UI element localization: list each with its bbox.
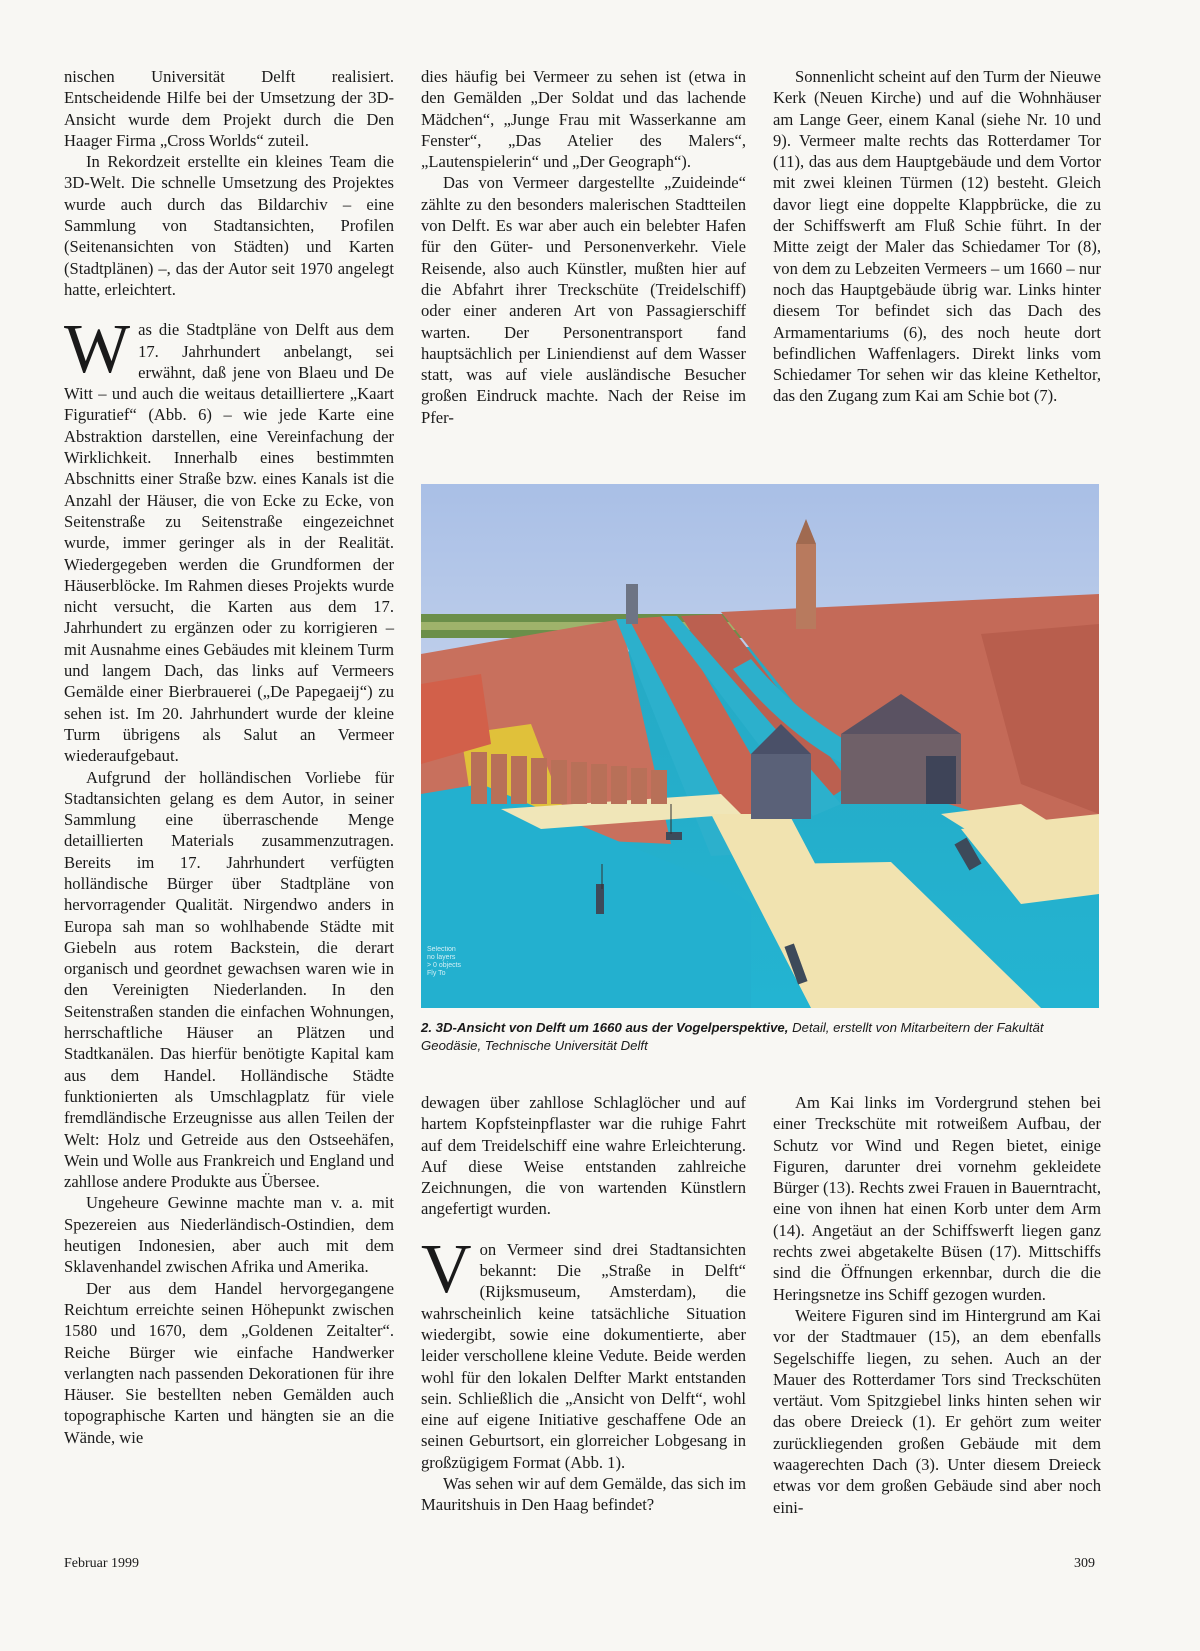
- paragraph: Weitere Figuren sind im Hintergrund am Kai vor der Stadtmauer (15), an dem ebenfalls Segelschiffe liegen, zu sehen. Auch an der Mauer des Rotterdamer Tors sind Treckschüten vertäut. Vom Spitzgiebel links hinten sehen wir das obere Dreieck (1). Er gehört zum weiter zurückliegenden großen Gebäude mit dem waagerechten Dach (3). Unter diesem Dreieck etwas vor dem großen Gebäude sind aber noch eini-: [773, 1305, 1101, 1517]
- text-column-1: [64, 66, 394, 1448]
- paragraph: In Rekordzeit erstellte ein kleines Team die 3D-Welt. Die schnelle Umsetzung des Projektes wurde auch durch das Bildarchiv – eine Sammlung von Stadtansichten, Profilen (Seitenansichten von Städten) und Karten (Stadtplänen) –, das der Autor seit 1970 angelegt hatte, erleichtert.: [64, 152, 394, 299]
- paragraph: Sonnenlicht scheint auf den Turm der Nieuwe Kerk (Neuen Kirche) und auf die Wohnhäuser am Lange Geer, einem Kanal (siehe Nr. 10 und 9). Vermeer malte rechts das Rotterdamer Tor (11), das aus dem Hauptgebäude und dem Vortor mit zwei kleinen Türmen (12) besteht. Gleich davor liegt eine doppelte Klappbrücke, die zu der Schiffswerft am Fluß Schie führt. In der Mitte zeigt der Maler das Schiedamer Tor (8), von dem zu Lebzeiten Vermeers – um 1660 – nur noch das Hauptgebäude übrig war. Links hinter diesem Tor befindet sich das Dach des Armamentariums (6), des noch heute dort befindlichen Waffenlagers. Direkt links vom Schiedamer Tor sehen wir das kleine Ketheltor, das den Zugang zum Kai am Schie bot (7).: [773, 67, 1101, 406]
- text-column-3-top: [773, 66, 1101, 407]
- text-column-2-bottom: [421, 1092, 746, 1516]
- paragraph: Das von Vermeer dargestellte „Zuideinde“ zählte zu den besonders malerischen Stadtteilen von Delft. Es war aber auch ein belebter Hafen für den Güter- und Personenverkehr. Viele Reisende, also auch Künstler, mußten hier auf die Abfahrt ihrer Treckschüte (Treidelschiff) oder einer anderen Art von Passagierschiff warten. Der Personentransport fand hauptsächlich per Liniendienst auf dem Wasser statt, was auf viele ausländische Besucher großen Eindruck machte. Nach der Reise im Pfer-: [421, 173, 746, 427]
- drop-cap: W: [64, 311, 131, 389]
- paragraph-text: as die Stadtpläne von Delft aus dem 17. Jahrhundert anbelangt, sei erwähnt, daß jene von Blaeu und De Witt – und auch die weitaus detailliertere „Kaart Figuratief“ (Abb. 6) – wie jede Karte eine Abstraktion darstellen, eine Vereinfachung der Wirklichkeit. Innerhalb eines bestimmten Abschnitts einer Straße bzw. eines Kanals ist die Anzahl der Häuser, die von Ecke zu Ecke, von Seitenstraße zu Seitenstraße eingezeichnet wurde, immer geringer als in der Realität. Wiedergegeben werden die Grundformen der Häuserblöcke. Im Rahmen dieses Projekts wurde nicht versucht, die Karten aus dem 17. Jahrhundert zu ergänzen oder zu korrigieren – mit Ausnahme eines Gebäudes mit kleinem Turm und langem Dach, das links auf Vermeers Gemälde einer Bierbrauerei („De Papegaeij“) zu sehen ist. Im 20. Jahrhundert wurde der kleine Turm übrigens als Salut an Vermeer wiederaufgebaut.: [64, 320, 394, 766]
- page-number: 309: [1074, 1556, 1095, 1571]
- paragraph: Was sehen wir auf dem Gemälde, das sich im Mauritshuis in Den Haag befindet?: [421, 1474, 746, 1515]
- paragraph: dewagen über zahllose Schlaglöcher und auf hartem Kopfsteinpflaster war die ruhige Fahrt auf dem Treidelschiff eine wahre Erleichterung. Auf diese Weise entstanden zahlreiche Zeichnungen, die von wartenden Künstlern angefertigt wurden.: [421, 1093, 746, 1219]
- caption-title: 2. 3D-Ansicht von Delft um 1660 aus der Vogelperspektive,: [421, 1020, 789, 1035]
- paragraph: [64, 311, 394, 766]
- issue-date: Februar 1999: [64, 1556, 140, 1571]
- caption-text: Detail, erstellt von Mitarbeitern der Fakultät Geodäsie, Technische Universität Delft: [421, 1020, 1044, 1053]
- viewer-overlay-text: Selection no layers > 0 objects Fly To: [427, 946, 462, 977]
- paragraph: dies häufig bei Vermeer zu sehen ist (etwa in den Gemälden „Der Soldat und das lachende Mädchen“, „Junge Frau mit Wasserkanne am Fenster“, „Das Atelier des Malers“, „Lautenspielerin“ und „Der Geograph“).: [421, 67, 746, 172]
- paragraph: Aufgrund der holländischen Vorliebe für Stadtansichten gelang es dem Autor, in seiner Sammlung eine überraschende Menge detaillierten Materials zusammenzutragen. Bereits im 17. Jahrhundert verfügten holländische Bürger über Stadtpläne von hervorragender Qualität. Nirgendwo anders in Europa sah man so wohlhabende Städte mit Giebeln aus rotem Backstein, die derart organisch und geordnet gewachsen waren wie in den Vereinigten Niederlanden. In den Seitenstraßen standen die einfachen Wohnungen, herrschaftliche Häuser an Plätzen und Stadtkanälen. Das hierfür benötigte Kapital kam aus dem Handel. Holländische Städte funktionierten als Umschlagplatz für viele fremdländische Erzeugnisse aus allen Teilen der Welt: Holz und Getreide aus den Ostseehäfen, Wein und Wolle aus Frankreich und England und zahllose andere Produkte aus Übersee.: [64, 767, 394, 1192]
- figure-caption: [421, 1019, 1099, 1055]
- text-column-3-bottom: [773, 1092, 1101, 1518]
- paragraph: Der aus dem Handel hervorgegangene Reichtum erreichte seinen Höhepunkt zwischen 1580 und 1670, dem „Goldenen Zeitalter“. Reiche Bürger wie einfache Handwerker verlangten nach passenden Dekorationen für ihre Häuser. Sie bestellten neben Gemälden auch topographische Karten und hängten sie an die Wände, wie: [64, 1278, 394, 1447]
- text-column-2-top: [421, 66, 746, 428]
- paragraph-text: on Vermeer sind drei Stadtansichten bekannt: Die „Straße in Delft“ (Rijksmuseum, Amsterdam), die wahrscheinlich keine tatsächliche Situation wiedergibt, sowie eine dokumentierte, aber leider verschollene kleine Vedute. Beide werden wohl für den lokalen Delfter Markt entstanden sein. Schließlich die „Ansicht von Delft“, wohl eine auf eigene Initiative geschaffene Ode an seinen Geburtsort, ein glorreicher Lobgesang in großzügigem Format (Abb. 1).: [421, 1239, 746, 1472]
- paragraph: Ungeheure Gewinne machte man v. a. mit Spezereien aus Niederländisch-Ostindien, dem heutigen Indonesien, aber auch mit dem Sklavenhandel zwischen Afrika und Amerika.: [64, 1193, 394, 1277]
- paragraph: Am Kai links im Vordergrund stehen bei einer Treckschüte mit rotweißem Aufbau, der Schutz vor Wind und Regen bietet, einige Figuren, darunter drei vornehm gekleidete Bürger (13). Rechts zwei Frauen in Bauerntracht, eine von ihnen hat einen Korb unter dem Arm (14). Angetäut an der Schiffswerft liegen ganz rechts zwei abgetakelte Büsen (17). Mittschiffs sind die Öffnungen erkennbar, durch die die Heringsnetze ins Schiff gezogen wurden.: [773, 1093, 1101, 1304]
- paragraph: [421, 1230, 746, 1473]
- paragraph: nischen Universität Delft realisiert. Entscheidende Hilfe bei der Umsetzung der 3D-Ansicht wurde dem Projekt durch die Den Haager Firma „Cross Worlds“ zuteil.: [64, 67, 394, 150]
- delft-3d-view-image: [421, 484, 1099, 1008]
- drop-cap: V: [421, 1230, 472, 1308]
